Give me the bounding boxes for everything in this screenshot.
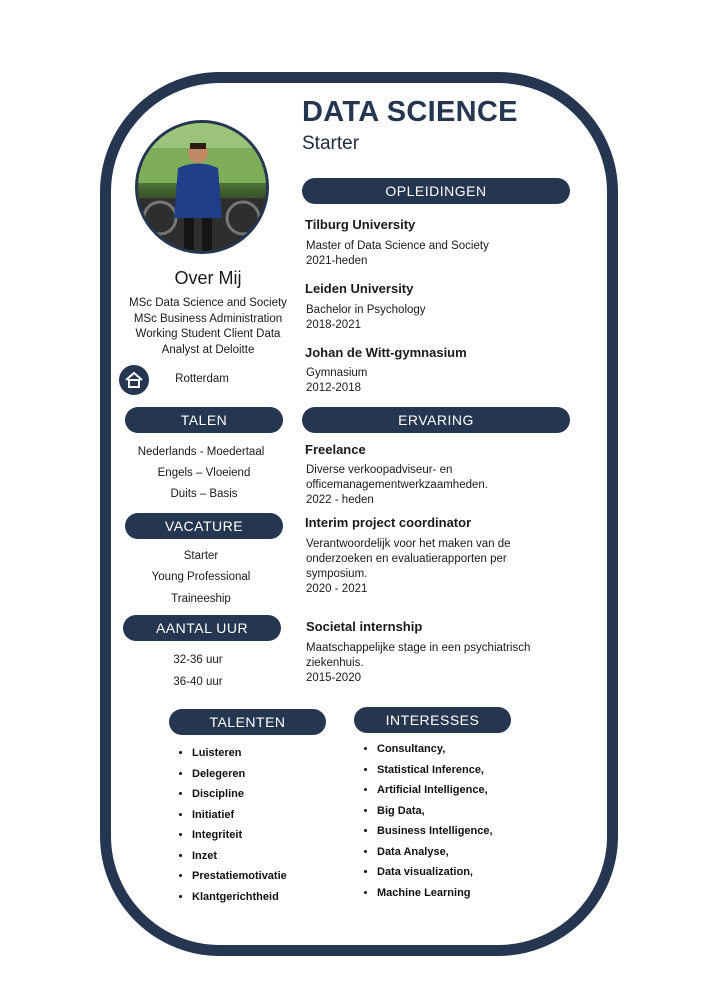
list-item: Starter xyxy=(183,550,219,562)
list-item: • Consultancy, xyxy=(377,739,493,760)
about-lines xyxy=(120,296,296,358)
person-photo-icon xyxy=(138,123,266,251)
page-title: DATA SCIENCE xyxy=(302,96,518,128)
list-item: • Artificial Intelligence, xyxy=(377,780,493,801)
education-details xyxy=(306,303,426,333)
experience-line: 2020 - 2021 xyxy=(306,583,368,595)
aantal-uur-heading: AANTAL UUR xyxy=(123,615,281,641)
list-item: Engels – Vloeiend xyxy=(157,467,251,479)
about-line: MSc Data Science and Society xyxy=(129,297,287,309)
list-item: • Data Analyse, xyxy=(377,842,493,863)
experience-line: Maatschappelijke stage in een psychiatrisch xyxy=(306,642,531,654)
page-subtitle: Starter xyxy=(302,133,360,154)
experience-line: onderzoeken en evaluatierapporten per xyxy=(306,553,507,565)
profile-photo xyxy=(135,120,269,254)
ervaring-heading: ERVARING xyxy=(302,407,570,433)
about-line: Analyst at Deloitte xyxy=(161,343,255,356)
list-item: • Business Intelligence, xyxy=(377,821,493,842)
talenten-heading: TALENTEN xyxy=(169,709,326,735)
experience-line: symposium. xyxy=(306,568,368,580)
education-line: Bachelor in Psychology xyxy=(306,304,426,316)
education-line: 2018-2021 xyxy=(306,319,361,331)
education-title: Tilburg University xyxy=(305,217,416,232)
list-item: • Machine Learning xyxy=(377,883,493,904)
experience-line: 2015-2020 xyxy=(306,672,361,684)
home-icon xyxy=(119,365,149,395)
about-line: MSc Business Administration xyxy=(133,312,283,325)
opleidingen-heading: OPLEIDINGEN xyxy=(302,178,570,204)
experience-title: Interim project coordinator xyxy=(305,515,472,530)
vacature-heading: VACATURE xyxy=(125,513,283,539)
list-item: • Data visualization, xyxy=(377,862,493,883)
experience-line: officemanagementwerkzaamheden. xyxy=(306,479,488,491)
location-text: Rotterdam xyxy=(175,373,229,385)
list-item: • Statistical Inference, xyxy=(377,760,493,781)
education-line: Gymnasium xyxy=(306,367,368,379)
list-item: • Initiatief xyxy=(192,805,287,826)
list-item: 32-36 uur xyxy=(173,654,223,666)
interesses-heading: INTERESSES xyxy=(354,707,511,733)
about-heading: Over Mij xyxy=(174,268,242,288)
list-item: • Prestatiemotivatie xyxy=(192,866,287,887)
experience-title: Freelance xyxy=(305,442,366,457)
experience-line: 2022 - heden xyxy=(306,494,374,506)
education-details xyxy=(306,239,489,269)
education-line: Master of Data Science and Society xyxy=(306,240,489,252)
list-item: • Inzet xyxy=(192,846,287,867)
experience-line: ziekenhuis. xyxy=(306,657,364,669)
list-item: Duits – Basis xyxy=(170,488,238,500)
experience-details xyxy=(306,537,511,597)
talenten-list xyxy=(170,743,287,907)
list-item: • Luisteren xyxy=(192,743,287,764)
list-item: 36-40 uur xyxy=(173,676,223,688)
experience-line: Verantwoordelijk voor het maken van de xyxy=(306,538,511,550)
interesses-list xyxy=(355,739,493,903)
education-line: 2021-heden xyxy=(306,255,368,267)
education-details xyxy=(306,366,367,396)
education-title: Johan de Witt-gymnasium xyxy=(305,345,467,360)
talen-heading: TALEN xyxy=(125,407,283,433)
education-title: Leiden University xyxy=(305,281,414,296)
list-item: Nederlands - Moedertaal xyxy=(137,446,265,458)
experience-details xyxy=(306,463,488,508)
list-item: • Big Data, xyxy=(377,801,493,822)
experience-line: Diverse verkoopadviseur- en xyxy=(306,464,453,476)
about-line: Working Student Client Data xyxy=(135,328,281,340)
experience-details xyxy=(306,641,530,686)
list-item: • Klantgerichtheid xyxy=(192,887,287,908)
list-item: • Integriteit xyxy=(192,825,287,846)
education-line: 2012-2018 xyxy=(306,382,361,394)
list-item: • Delegeren xyxy=(192,764,287,785)
experience-title: Societal internship xyxy=(306,619,423,634)
list-item: Traineeship xyxy=(171,593,231,605)
list-item: Young Professional xyxy=(151,571,251,583)
list-item: • Discipline xyxy=(192,784,287,805)
